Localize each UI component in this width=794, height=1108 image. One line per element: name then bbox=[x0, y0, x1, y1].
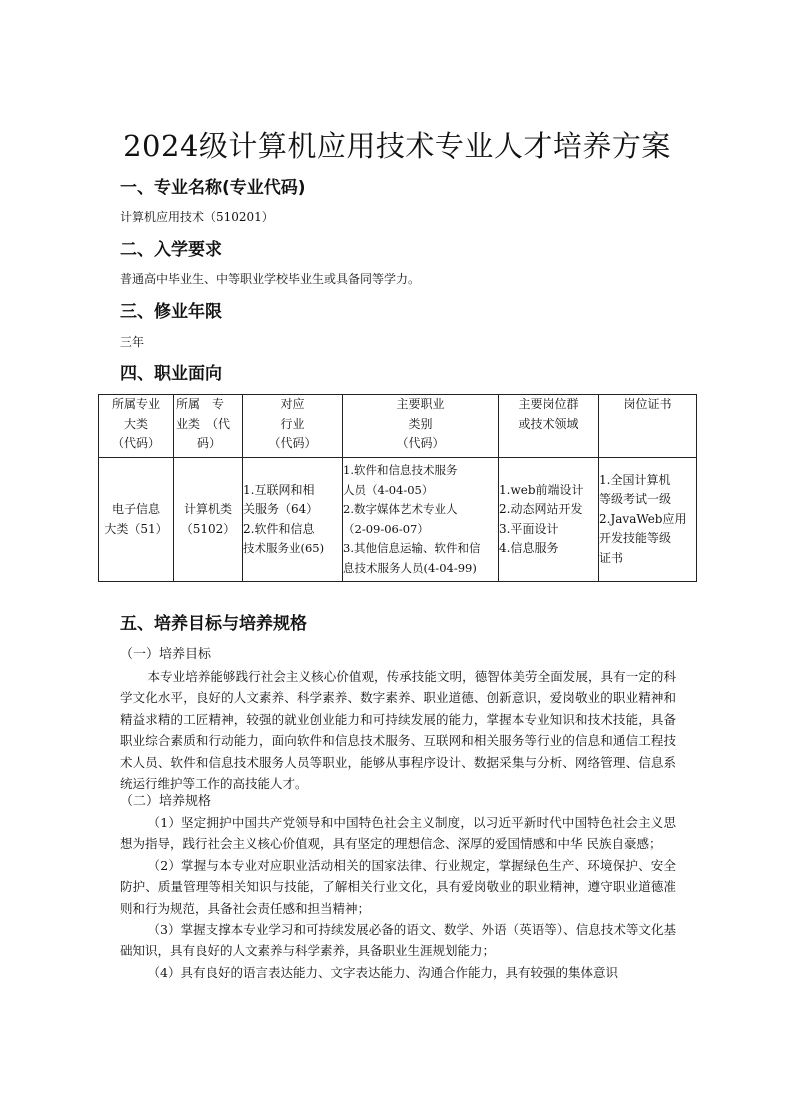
career-table bbox=[98, 394, 697, 582]
cell-job-group: 1.web前端设计 2.动态网站开发 3.平面设计 4.信息服务 bbox=[499, 458, 599, 582]
header-major-class: 所属 专 业类 （代 码） bbox=[174, 395, 243, 458]
header-job-group: 主要岗位群 或技术领域 bbox=[499, 395, 599, 458]
spec-item-4: （4）具有良好的语言表达能力、文字表达能力、沟通合作能力，具有较强的集体意识 bbox=[147, 964, 618, 980]
cell-industry: 1.互联网和相 关服务（64） 2.软件和信息 技术服务业(65) bbox=[243, 458, 343, 582]
objectives-body bbox=[120, 666, 676, 794]
cell-occupation: 1.软件和信息技术服务 人员（4-04-05） 2.数字媒体艺术专业人 （2-09-06-07） 3.其他信息运输、软件和信 息技术服务人员(4-04-99) bbox=[343, 458, 499, 582]
career-table-row bbox=[99, 458, 697, 582]
cell-certificate: 1.全国计算机 等级考试一级 2.JavaWeb应用 开发技能等级 证书 bbox=[599, 458, 697, 582]
header-major-category: 所属专业 大类 （代码） bbox=[99, 395, 174, 458]
objectives-paragraph: 本专业培养能够践行社会主义核心价值观，传承技能文明，德智体美劳全面发展，具有一定的科学文化水平，良好的人文素养、科学素养、数字素养、职业道德、创新意识，爱岗敬业的职业精神和精益求精的工匠精神，较强的就业创业能力和可持续发展的能力，掌握本专业知识和技术技能，具备职业综合素质和行动能力，面向软件和信息技术服务、互联网和相关服务等行业的信息和通信工程技术人员、软件和信息技术服务人员等职业，能够从事程序设计、数据采集与分析、网络管理、信息系统运行维护等工作的高技能人才。 bbox=[120, 669, 676, 792]
section-heading-major-name: 一、专业名称(专业代码) bbox=[120, 178, 306, 198]
section-heading-objectives: 五、培养目标与培养规格 bbox=[120, 614, 307, 634]
section-heading-career: 四、职业面向 bbox=[120, 364, 222, 384]
cell-major-category: 电子信息 大类（51） bbox=[99, 458, 174, 582]
objectives-label: （一）培养目标 bbox=[120, 647, 212, 662]
header-industry: 对应 行业 （代码） bbox=[243, 395, 343, 458]
specs-body bbox=[120, 812, 676, 983]
major-name-text: 计算机应用技术（510201） bbox=[120, 210, 274, 224]
header-certificate: 岗位证书 bbox=[599, 395, 697, 458]
section-heading-duration: 三、修业年限 bbox=[120, 302, 222, 322]
admission-text: 普通高中毕业生、中等职业学校毕业生或具备同等学力。 bbox=[120, 272, 421, 286]
spec-item-2: （2）掌握与本专业对应职业活动相关的国家法律、行业规定，掌握绿色生产、环境保护、安全防护、质量管理等相关知识与技能，了解相关行业文化，具有爱岗敬业的职业精神，遵守职业道德准则和行为规范，具备社会责任感和担当精神； bbox=[120, 857, 676, 916]
career-table-header-row bbox=[99, 395, 697, 458]
specs-label: （二）培养规格 bbox=[120, 794, 212, 809]
cell-major-class: 计算机类 （5102） bbox=[174, 458, 243, 582]
duration-text: 三年 bbox=[120, 335, 145, 349]
section-heading-admission: 二、入学要求 bbox=[120, 240, 222, 260]
spec-item-3: （3）掌握支撑本专业学习和可持续发展必备的语文、数学、外语（英语等）、信息技术等文化基础知识，具有良好的人文素养与科学素养，具备职业生涯规划能力； bbox=[120, 922, 676, 959]
header-occupation: 主要职业 类别 （代码） bbox=[343, 395, 499, 458]
spec-item-1: （1）坚定拥护中国共产党领导和中国特色社会主义制度，以习近平新时代中国特色社会主义思想为指导，践行社会主义核心价值观，具有坚定的理想信念、深厚的爱国情感和中华 民族自豪感； bbox=[120, 815, 676, 852]
document-title: 2024级计算机应用技术专业人才培养方案 bbox=[123, 129, 671, 163]
